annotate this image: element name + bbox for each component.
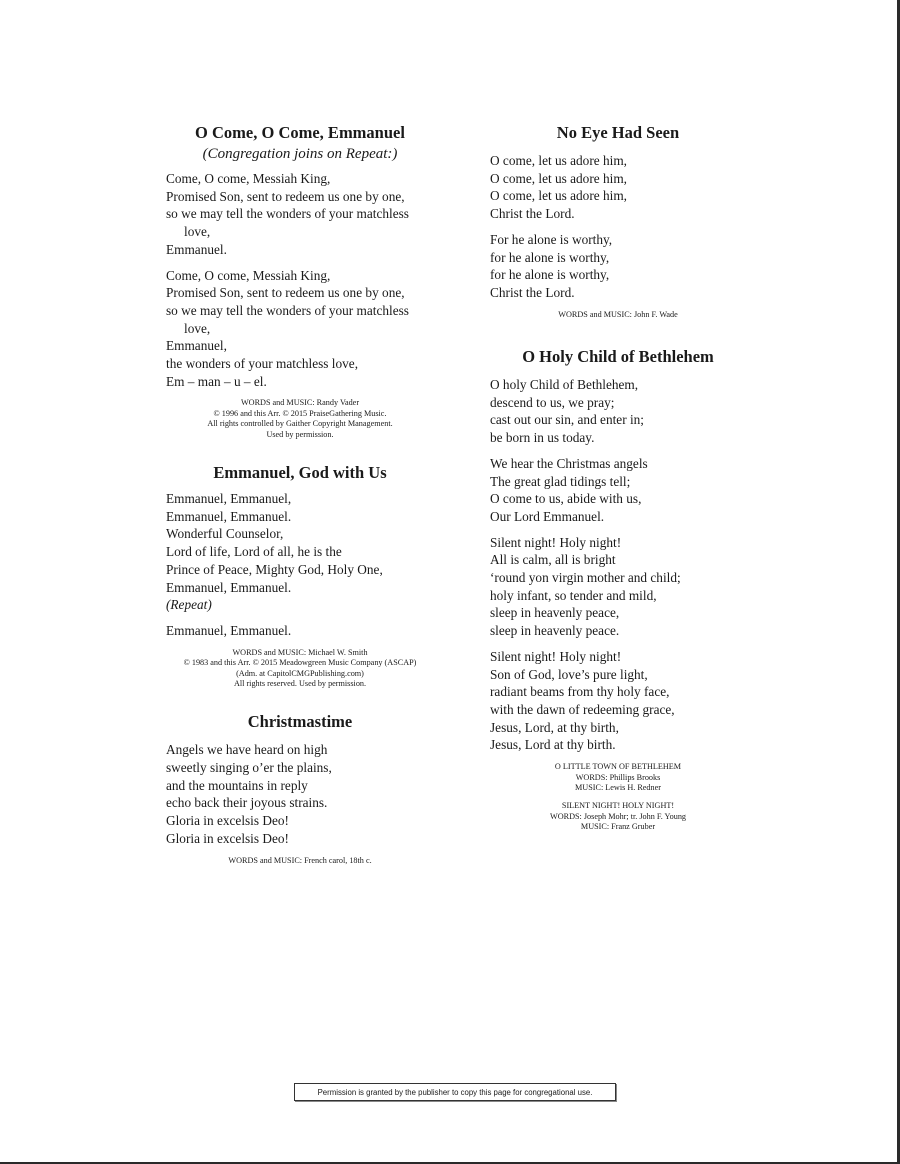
credit-line: Used by permission. <box>266 429 334 439</box>
song-credits <box>150 856 450 866</box>
lyric-line: O come to us, abide with us, <box>490 491 642 507</box>
lyric-line: O holy Child of Bethlehem, <box>490 377 639 393</box>
lyric-line: All is calm, all is bright <box>490 552 616 568</box>
credit-line: WORDS and MUSIC: Michael W. Smith <box>232 647 368 657</box>
lyric-line: Emmanuel, Emmanuel, <box>166 491 292 507</box>
credit-line: WORDS and MUSIC: John F. Wade <box>558 309 678 319</box>
permission-notice: Permission is granted by the publisher to copy this page for congregational use. <box>294 1083 616 1101</box>
stanza <box>490 455 750 526</box>
song-credits <box>150 398 450 440</box>
lyric-line: love, <box>184 224 211 240</box>
lyric-line: be born in us today. <box>490 430 595 446</box>
song-credits <box>490 801 746 832</box>
lyric-line: Gloria in excelsis Deo! <box>166 830 289 846</box>
lyric-line: Emmanuel, Emmanuel. <box>166 622 292 638</box>
lyric-line: Come, O come, Messiah King, <box>166 267 331 283</box>
credit-line: WORDS and MUSIC: Randy Vader <box>240 398 360 408</box>
lyric-line: Silent night! Holy night! <box>490 534 622 550</box>
lyric-line: for he alone is worthy, <box>490 267 610 283</box>
song-title: Christmastime <box>247 712 353 732</box>
stanza <box>490 534 750 640</box>
lyric-line: so we may tell the wonders of your matchless <box>166 302 409 318</box>
lyric-line: Son of God, love’s pure light, <box>490 666 648 682</box>
lyric-line: O come, let us adore him, <box>490 153 627 168</box>
song-title: O Holy Child of Bethlehem <box>522 347 714 367</box>
song-credits <box>150 648 450 690</box>
song-credits <box>490 310 746 320</box>
credit-line: © 1996 and this Arr. © 2015 PraiseGathering Music. <box>213 408 387 418</box>
lyric-line: The great glad tidings tell; <box>490 473 631 489</box>
lyric-line: echo back their joyous strains. <box>166 795 328 811</box>
lyric-line: Wonderful Counselor, <box>166 526 284 542</box>
stanza <box>150 170 450 259</box>
song-emmanuel-god-with-us <box>150 462 450 689</box>
credit-line: All rights reserved. Used by permission. <box>233 678 367 688</box>
lyric-line: O come, let us adore him, <box>490 170 627 186</box>
left-column <box>150 122 450 888</box>
lyric-line: Our Lord Emmanuel. <box>490 508 605 524</box>
stanza <box>490 376 750 447</box>
credit-line: (Adm. at CapitolCMGPublishing.com) <box>236 668 364 678</box>
repeat-marker: (Repeat) <box>166 597 212 613</box>
lyric-line: Christ the Lord. <box>490 284 575 300</box>
lyric-line: love, <box>184 320 211 336</box>
lyric-line: Silent night! Holy night! <box>490 648 622 664</box>
credit-line: SILENT NIGHT! HOLY NIGHT! <box>561 801 675 811</box>
credit-line: WORDS and MUSIC: French carol, 18th c. <box>228 855 372 865</box>
lyric-line: sleep in heavenly peace, <box>490 605 620 621</box>
stanza <box>490 231 750 302</box>
lyric-line: Promised Son, sent to redeem us one by one, <box>166 188 405 204</box>
song-o-holy-child <box>490 346 750 833</box>
lyric-line: We hear the Christmas angels <box>490 455 648 471</box>
credit-line: WORDS: Phillips Brooks <box>575 772 661 782</box>
lyric-line: for he alone is worthy, <box>490 249 610 265</box>
lyric-line: Jesus, Lord, at thy birth, <box>490 719 619 735</box>
lyric-line: Come, O come, Messiah King, <box>166 171 331 186</box>
credit-line: MUSIC: Franz Gruber <box>580 822 656 832</box>
lyric-line: sleep in heavenly peace. <box>490 623 620 639</box>
stanza <box>150 741 450 847</box>
lyric-line: cast out our sin, and enter in; <box>490 412 644 428</box>
credit-line: © 1983 and this Arr. © 2015 Meadowgreen Music Company (ASCAP) <box>183 658 417 668</box>
lyric-line: ‘round yon virgin mother and child; <box>490 570 681 586</box>
lyric-line: sweetly singing o’er the plains, <box>166 760 332 776</box>
lyric-line: radiant beams from thy holy face, <box>490 684 670 700</box>
lyric-line: O come, let us adore him, <box>490 188 627 204</box>
stanza <box>490 152 750 223</box>
lyric-line: and the mountains in reply <box>166 777 308 793</box>
credit-line: MUSIC: Lewis H. Redner <box>575 782 661 792</box>
song-title: O Come, O Come, Emmanuel <box>195 123 405 142</box>
credit-line: All rights controlled by Gaither Copyright Management. <box>207 419 393 429</box>
credit-line: WORDS: Joseph Mohr; tr. John F. Young <box>549 811 687 821</box>
lyric-line: holy infant, so tender and mild, <box>490 587 657 603</box>
lyric-line: Emmanuel, Emmanuel. <box>166 508 292 524</box>
lyric-line: Christ the Lord. <box>490 206 575 222</box>
lyric-line: For he alone is worthy, <box>490 231 613 247</box>
lyric-line: descend to us, we pray; <box>490 394 615 410</box>
lyric-line: so we may tell the wonders of your matchless <box>166 206 409 222</box>
lyric-line: Lord of life, Lord of all, he is the <box>166 544 342 560</box>
lyric-line: Promised Son, sent to redeem us one by one, <box>166 285 405 301</box>
lyric-line: Prince of Peace, Mighty God, Holy One, <box>166 561 383 577</box>
song-subtitle: (Congregation joins on Repeat:) <box>202 146 398 162</box>
lyric-line: Emmanuel, Emmanuel. <box>166 579 292 595</box>
stanza <box>150 267 450 391</box>
song-no-eye-had-seen <box>490 122 750 320</box>
song-o-come-emmanuel <box>150 122 450 440</box>
song-title: Emmanuel, God with Us <box>213 463 387 483</box>
credit-line: O LITTLE TOWN OF BETHLEHEM <box>554 762 682 772</box>
lyric-line: Emmanuel. <box>166 241 227 257</box>
lyric-line: with the dawn of redeeming grace, <box>490 701 675 717</box>
lyric-line: the wonders of your matchless love, <box>166 356 359 372</box>
lyric-line: Angels we have heard on high <box>166 742 328 758</box>
song-christmastime <box>150 711 450 866</box>
stanza <box>490 648 750 754</box>
right-column <box>490 122 750 855</box>
stanza <box>150 622 450 640</box>
lyric-line: Emmanuel, <box>166 338 227 354</box>
song-credits <box>490 762 746 793</box>
song-title: No Eye Had Seen <box>556 123 680 142</box>
stanza <box>150 490 450 614</box>
lyric-line: Jesus, Lord at thy birth. <box>490 737 616 753</box>
lyric-line: Gloria in excelsis Deo! <box>166 813 289 829</box>
lyric-line: Em – man – u – el. <box>166 373 267 389</box>
